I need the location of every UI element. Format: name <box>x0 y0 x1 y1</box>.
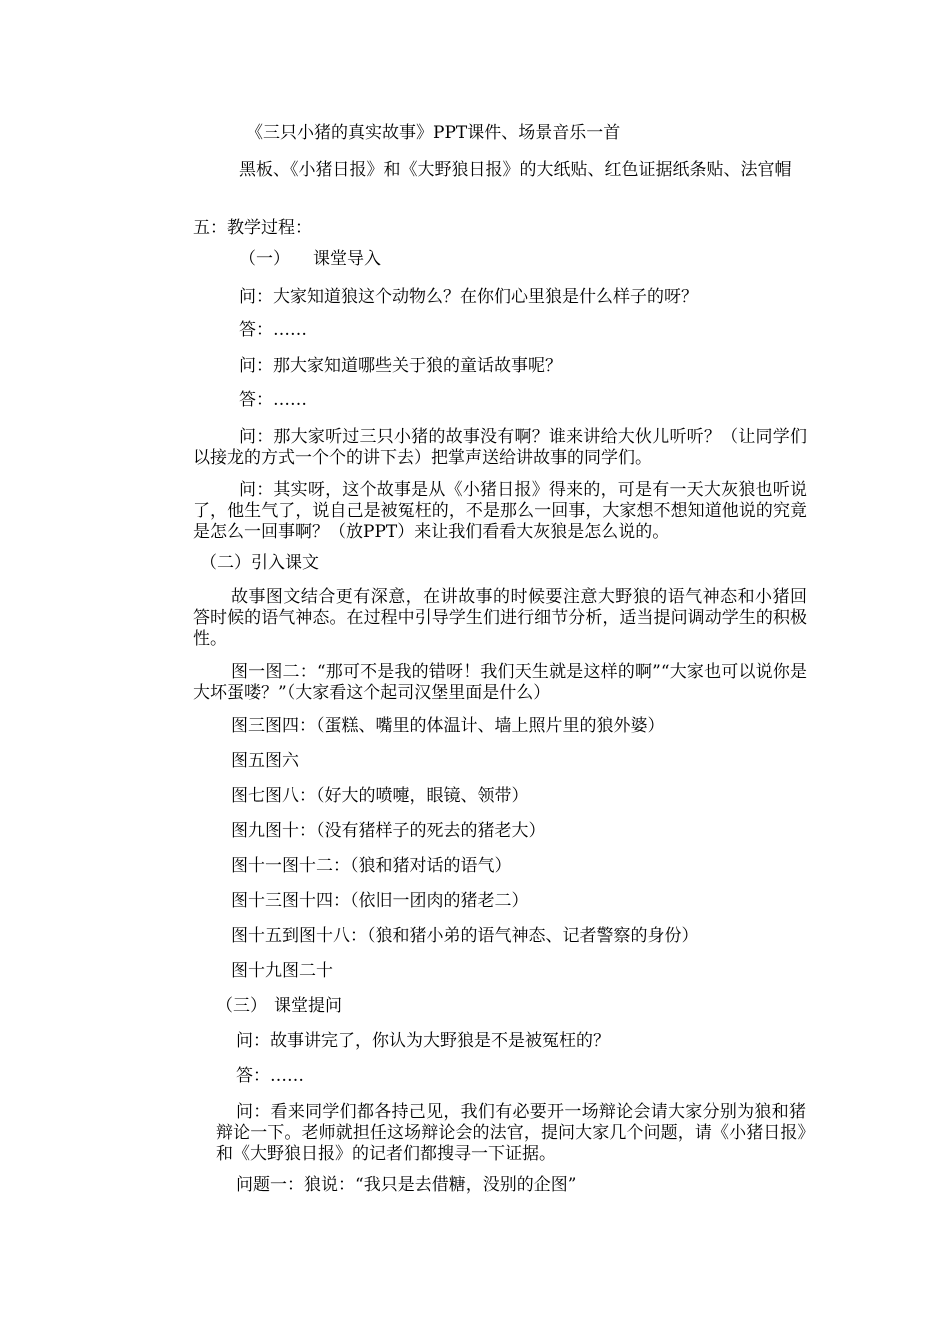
figure-15-18-note: 图十五到图十八：（狼和猪小弟的语气神态、记者警察的身份） <box>231 926 699 946</box>
figure-5-6-note: 图五图六 <box>231 751 299 771</box>
part-3-answer-1: 答：…… <box>236 1066 304 1086</box>
part-3-title: 课堂提问 <box>274 996 342 1016</box>
problem-1: 问题一：狼说：“我只是去借糖，没别的企图” <box>236 1175 577 1195</box>
part-1-heading <box>239 249 381 270</box>
part-1-question-2: 问：那大家知道哪些关于狼的童话故事呢？ <box>239 356 562 376</box>
materials-line-2: 黑板、《小猪日报》和《大野狼日报》的大纸贴、红色证据纸条贴、法官帽 <box>239 160 792 180</box>
materials-line-1: 《三只小猪的真实故事》PPT课件、场景音乐一首 <box>246 123 621 143</box>
part-1-answer-1: 答：…… <box>239 320 307 340</box>
part-1-title: 课堂导入 <box>313 249 381 269</box>
part-1-question-3: 问：那大家听过三只小猪的故事没有啊？谁来讲给大伙儿听听？（让同学们以接龙的方式一个个的讲下去）把掌声送给讲故事的同学们。 <box>193 427 807 468</box>
part-3-heading <box>216 996 342 1017</box>
figure-1-2-note: 图一图二：“那可不是我的错呀！我们天生就是这样的啊”“大家也可以说你是大坏蛋喽？”（大家看这个起司汉堡里面是什么） <box>193 662 807 703</box>
part-1-number: （一） <box>239 249 290 269</box>
figure-11-12-note: 图十一图十二：（狼和猪对话的语气） <box>231 856 512 876</box>
figure-7-8-note: 图七图八：（好大的喷嚏，眼镜、领带） <box>231 786 529 806</box>
part-3-question-2: 问：看来同学们都各持己见，我们有必要开一场辩论会请大家分别为狼和猪辩论一下。老师就担任这场辩论会的法官，提问大家几个问题，请《小猪日报》和《大野狼日报》的记者们都搜寻一下证据。 <box>216 1102 806 1164</box>
figure-9-10-note: 图九图十：（没有猪样子的死去的猪老大） <box>231 821 546 841</box>
part-3-question-1: 问：故事讲完了，你认为大野狼是不是被冤枉的？ <box>236 1031 610 1051</box>
figure-19-20-note: 图十九图二十 <box>231 961 333 981</box>
part-2-intro: 故事图文结合更有深意，在讲故事的时候要注意大野狼的语气神态和小猪回答时候的语气神态。在过程中引导学生们进行细节分析，适当提问调动学生的积极性。 <box>193 587 807 649</box>
part-3-number: （三） <box>216 996 267 1016</box>
part-1-question-1: 问：大家知道狼这个动物么？在你们心里狼是什么样子的呀？ <box>239 287 698 307</box>
part-1-answer-2: 答：…… <box>239 390 307 410</box>
figure-13-14-note: 图十三图十四：（依旧一团肉的猪老二） <box>231 891 529 911</box>
part-1-question-4: 问：其实呀，这个故事是从《小猪日报》得来的，可是有一天大灰狼也听说了，他生气了，说自己是被冤枉的，不是那么一回事，大家想不想知道他说的究竟是怎么一回事啊？（放PPT）来让我们看看大灰狼是怎么说的。 <box>193 480 807 542</box>
part-2-title: （二）引入课文 <box>200 553 319 573</box>
section-5-title: 五：教学过程： <box>193 218 312 238</box>
figure-3-4-note: 图三图四：（蛋糕、嘴里的体温计、墙上照片里的狼外婆） <box>231 716 665 736</box>
